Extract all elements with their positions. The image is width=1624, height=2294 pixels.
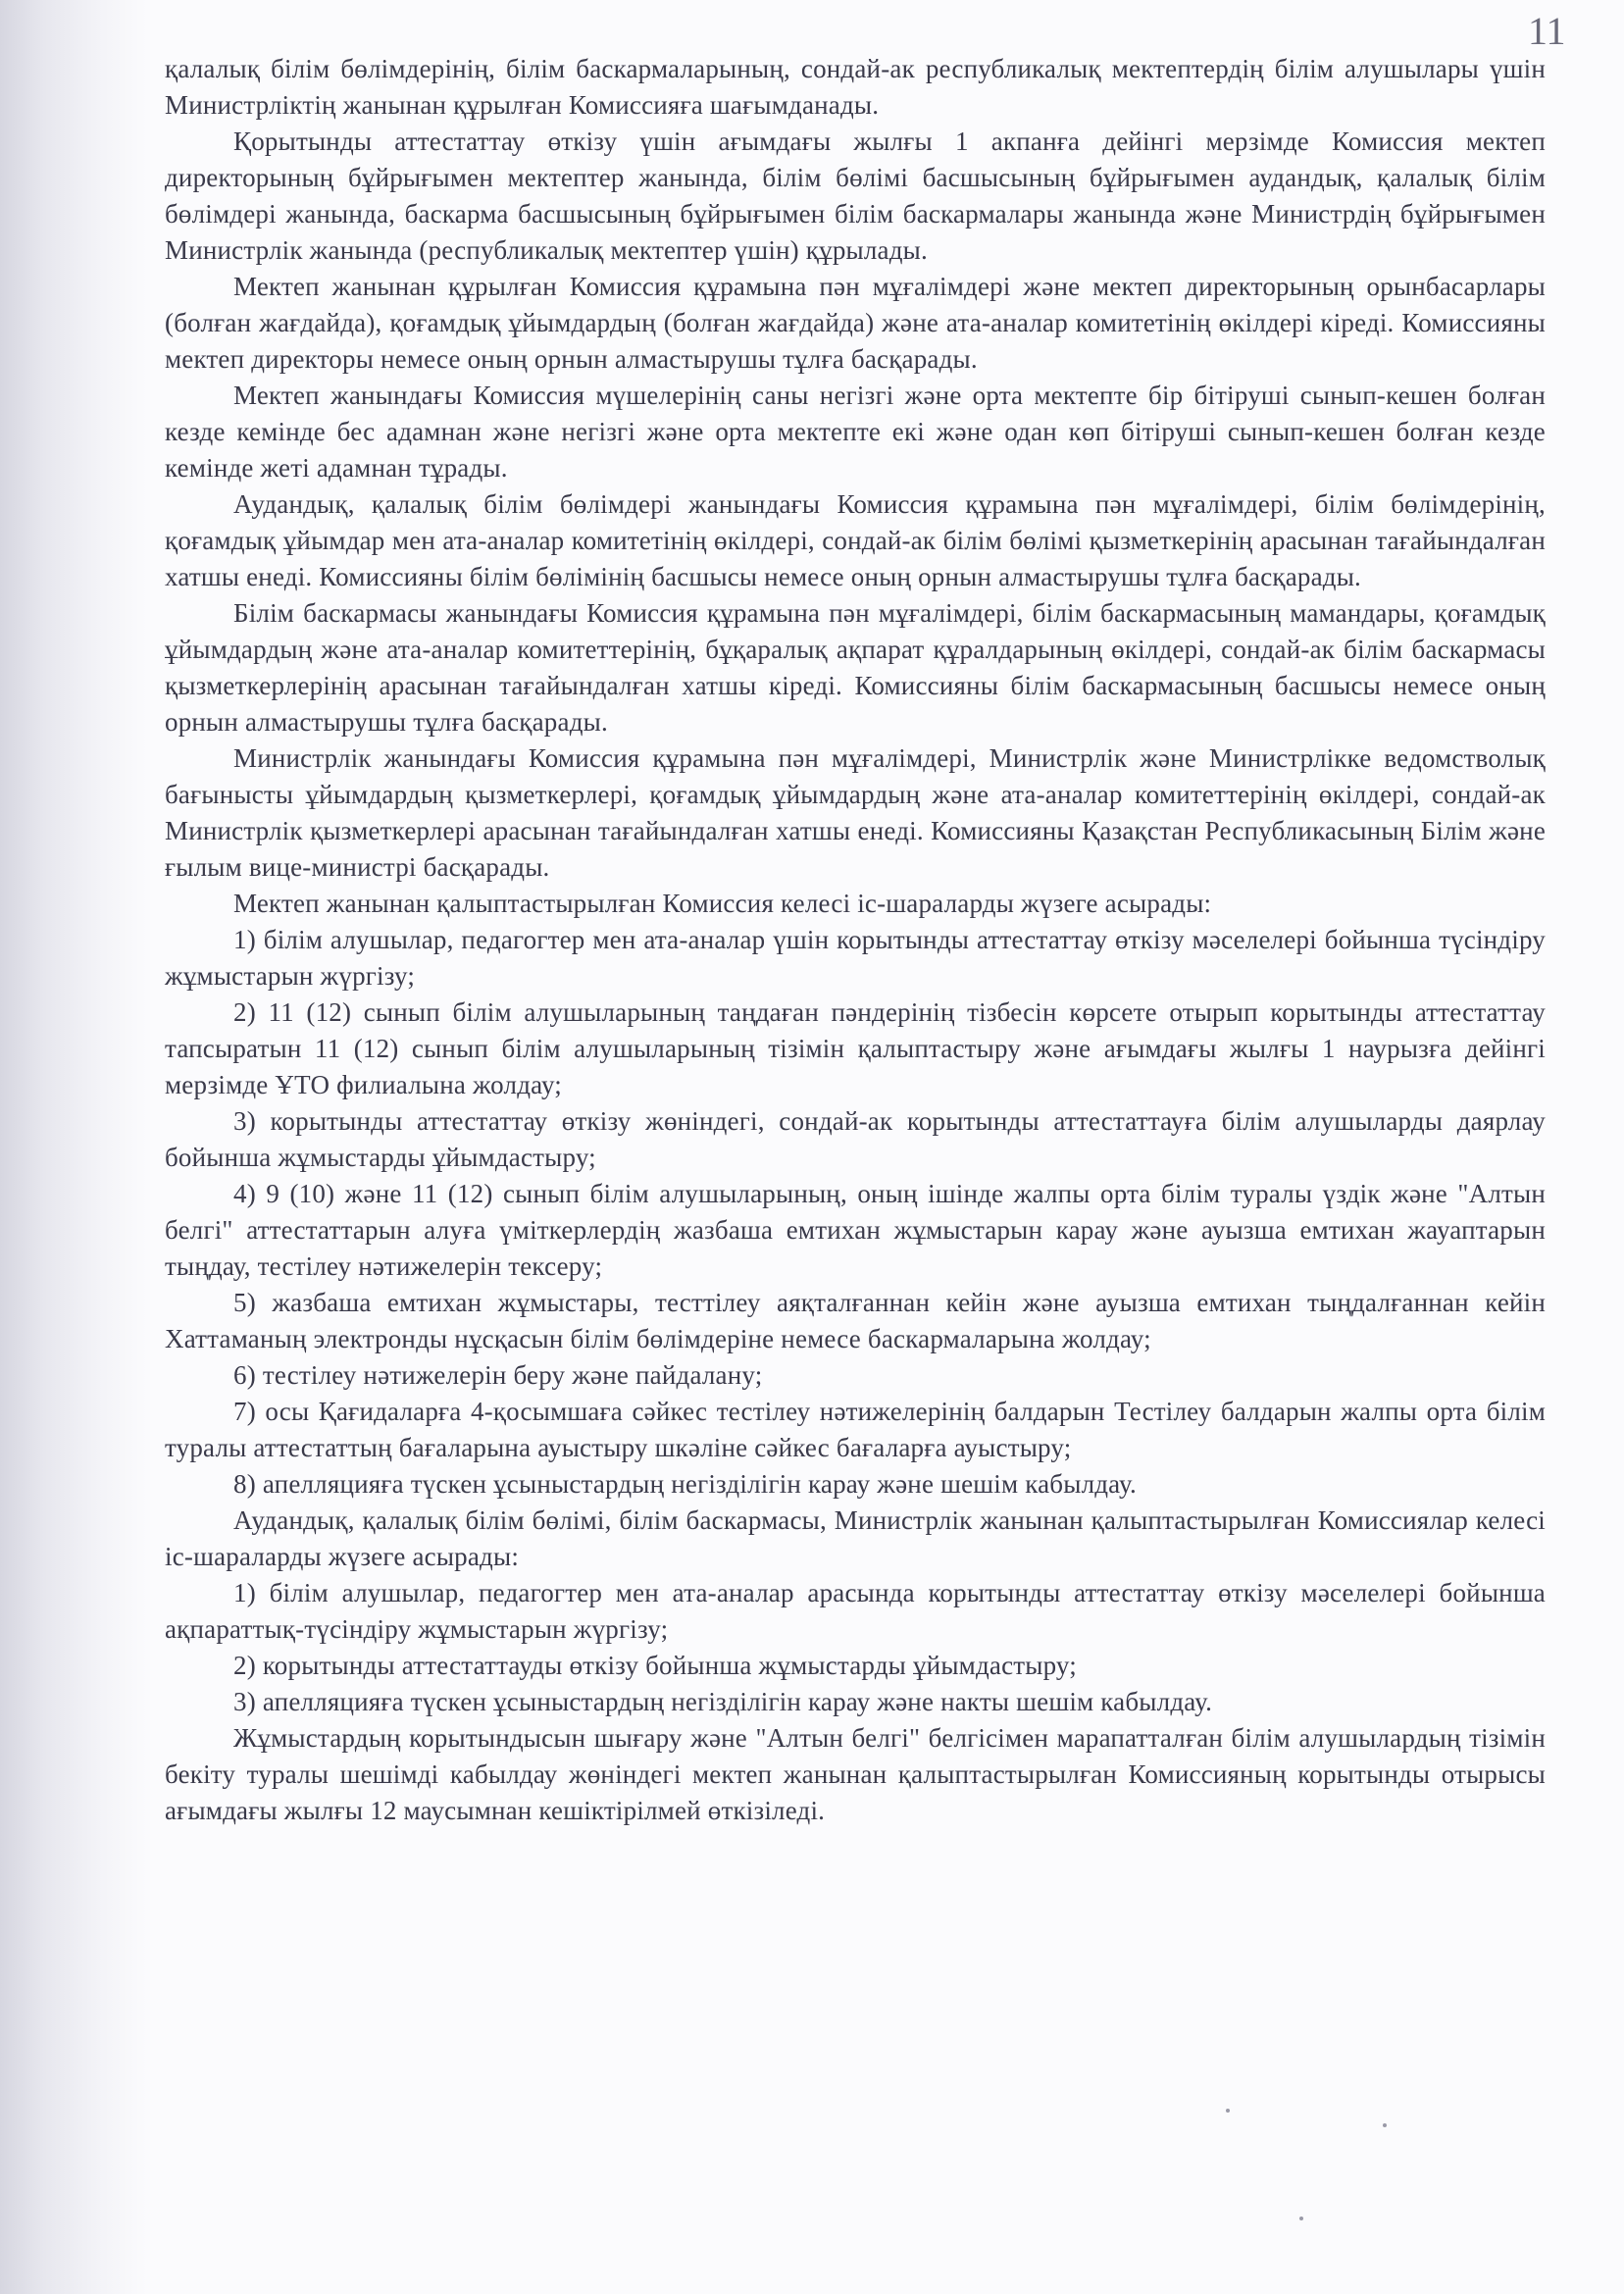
list-item: 3) корытынды аттестаттау өткізу жөніндегі, сондай-ак корытынды аттестаттауға білім алушыларды даярлау бойынша жұмыстарды ұйымдастыру; [165, 1106, 1546, 1172]
paragraph: Мектеп жанындағы Комиссия мүшелерінің саны негізгі және орта мектепте бір бітіруші сынып-кешен болған кезде кемінде бес адамнан және негізгі және орта мектепте екі және одан көп бітіруші сынып-кешен болған кезде кемінде жеті адамнан тұрады. [165, 381, 1546, 483]
list-item: 1) білім алушылар, педагогтер мен ата-аналар үшін корытынды аттестаттау өткізу мәселелері бойынша түсіндіру жұмыстарын жүргізу; [165, 925, 1546, 991]
paragraph: Аудандық, қалалық білім бөлімдері жанындағы Комиссия құрамына пән мұғалімдері, білім бөлімдерінің, қоғамдық ұйымдар мен ата-аналар комитетінің өкілдері, сондай-ак білім бөлімі қызметкерінің арасынан тағайындалған хатшы енеді. Комиссияны білім бөлімінің басшысы немесе оның орнын алмастырушы тұлға басқарады. [165, 489, 1546, 591]
paragraph: Мектеп жанынан құрылған Комиссия құрамына пән мұғалімдері және мектеп директорының орынбасарлары (болған жағдайда), қоғамдық ұйымдардың (болған жағдайда) және ата-аналар комитетінің өкілдері кіреді. Комиссияны мектеп директоры немесе оның орнын алмастырушы тұлға басқарады. [165, 272, 1546, 374]
paragraph: Аудандық, қалалық білім бөлімі, білім баскармасы, Министрлік жанынан қалыптастырылған Комиссиялар келесі іс-шараларды жүзеге асырады: [165, 1505, 1546, 1571]
paragraph: Жұмыстардың корытындысын шығару және "Алтын белгі" белгісімен марапатталған білім алушылардың тізімін бекіту туралы шешімді кабылдау жөніндегі мектеп жанынан қалыптастырылған Комиссияның корытынды отырысы ағымдағы жылғы 12 маусымнан кешіктірілмей өткізіледі. [165, 1723, 1546, 1825]
list-item: 3) апелляцияға түскен ұсыныстардың негізділігін карау және накты шешім кабылдау. [233, 1687, 1213, 1716]
list-item: 5) жазбаша емтихан жұмыстары, тесттілеу аяқталғаннан кейін және ауызша емтихан тыңдалғаннан кейін Хаттаманың электронды нұсқасын білім бөлімдеріне немесе баскармаларына жолдау; [165, 1288, 1546, 1353]
list-item: 7) осы Қағидаларға 4-қосымшаға сәйкес тестілеу нәтижелерінің балдарын Тестілеу балдарын жалпы орта білім туралы аттестаттың бағаларына ауыстыру шкәліне сәйкес бағаларға ауыстыру; [165, 1397, 1546, 1462]
list-item: 1) білім алушылар, педагогтер мен ата-аналар арасында корытынды аттестаттау өткізу мәселелері бойынша ақпараттық-түсіндіру жұмыстарын жүргізу; [165, 1578, 1546, 1644]
paragraph: Мектеп жанынан қалыптастырылған Комиссия келесі іс-шараларды жүзеге асырады: [233, 889, 1212, 918]
scan-speck [1226, 2109, 1230, 2113]
document-body [165, 51, 1546, 1829]
scan-speck [1383, 2123, 1387, 2127]
paragraph: Білім баскармасы жанындағы Комиссия құрамына пән мұғалімдері, білім баскармасының мамандары, қоғамдық ұйымдардың және ата-аналар комитеттерінің, бұқаралық ақпарат құралдарының өкілдері, сондай-ак білім баскармасы қызметкерлерінің арасынан тағайындалған хатшы кіреді. Комиссияны білім баскармасының басшысы немесе оның орнын алмастырушы тұлға басқарады. [165, 598, 1546, 737]
page-number: 11 [1528, 9, 1566, 53]
paragraph: Министрлік жанындағы Комиссия құрамына пән мұғалімдері, Министрлік және Министрлікке ведомстволық бағынысты ұйымдардың қызметкерлері, қоғамдық ұйымдардың және ата-аналар комитеттерінің өкілдері, сондай-ак Министрлік қызметкерлері арасынан тағайындалған хатшы енеді. Комиссияны Қазақстан Республикасының Білім және ғылым вице-министрі басқарады. [165, 743, 1546, 882]
list-item: 2) корытынды аттестаттауды өткізу бойынша жұмыстарды ұйымдастыру; [233, 1651, 1077, 1680]
scan-shadow-edge [0, 0, 147, 2294]
list-item: 4) 9 (10) және 11 (12) сынып білім алушыларының, оның ішінде жалпы орта білім туралы үздік және "Алтын белгі" аттестаттарын алуға үміткерлердің жазбаша емтихан жұмыстарын карау және ауызша емтихан жауаптарын тыңдау, тестілеу нәтижелерін тексеру; [165, 1179, 1546, 1281]
list-item: 8) апелляцияға түскен ұсыныстардың негізділігін карау және шешім кабылдау. [233, 1469, 1137, 1499]
paragraph: Қорытынды аттестаттау өткізу үшін ағымдағы жылғы 1 акпанға дейінгі мерзімде Комиссия мектеп директорының бұйрығымен мектептер жанында, білім бөлімі басшысының бұйрығымен аудандық, қалалық білім бөлімдері жанында, баскарма басшысының бұйрығымен білім баскармалары жанында және Министрдің бұйрығымен Министрлік жанында (республикалық мектептер үшін) құрылады. [165, 127, 1546, 265]
list-item: 2) 11 (12) сынып білім алушыларының таңдаған пәндерінің тізбесін көрсете отырып корытынды аттестаттау тапсыратын 11 (12) сынып білім алушыларының тізімін қалыптастыру және ағымдағы жылғы 1 наурызға дейінгі мерзімде ҰТО филиалына жолдау; [165, 997, 1546, 1099]
scan-speck [1299, 2217, 1303, 2220]
paragraph: қалалық білім бөлімдерінің, білім баскармаларының, сондай-ак республикалық мектептердің білім алушылары үшін Министрліктің жанынан құрылған Комиссияға шағымданады. [165, 54, 1546, 120]
list-item: 6) тестілеу нәтижелерін беру және пайдалану; [233, 1360, 763, 1390]
